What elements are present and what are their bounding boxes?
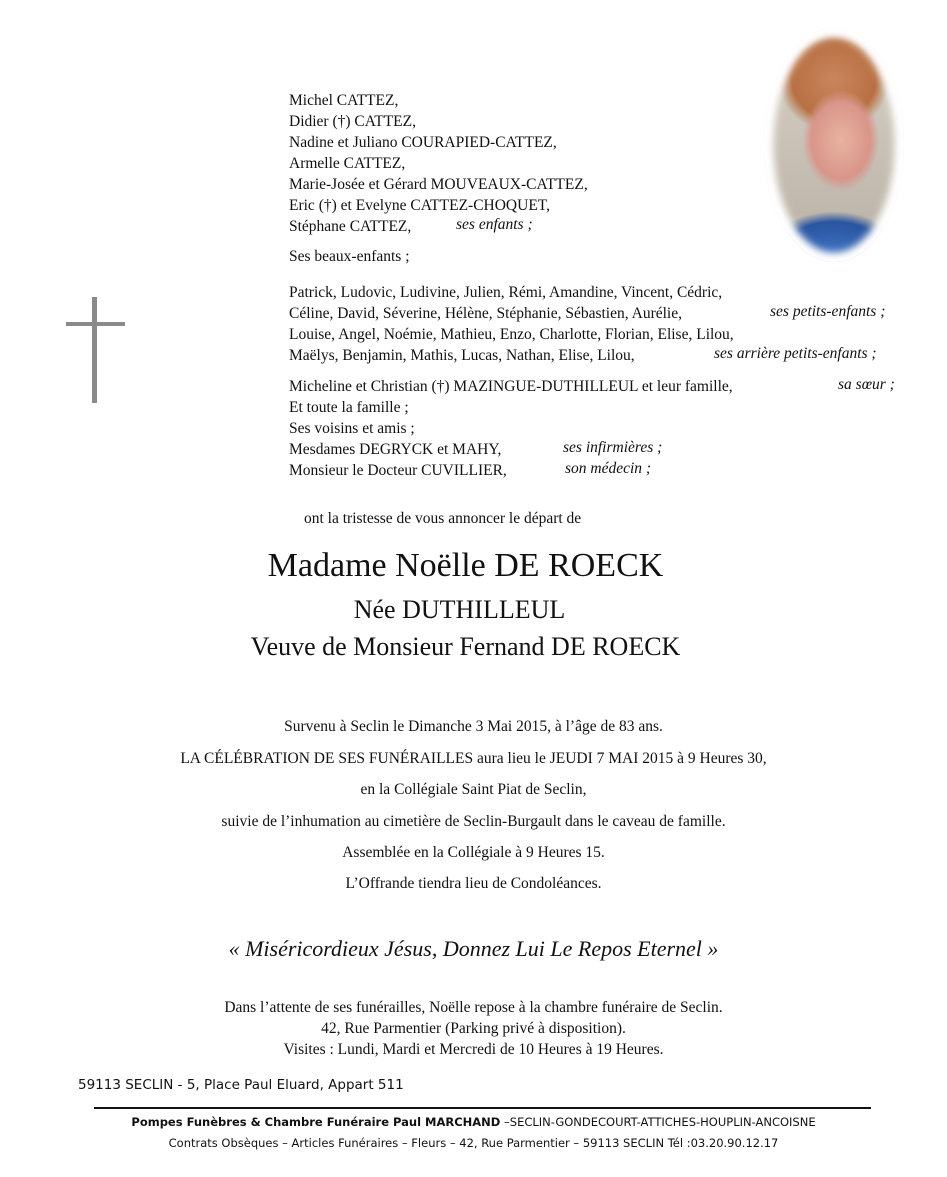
visit-line-3: Visites : Lundi, Mardi et Mercredi de 10 Heures à 19 Heures. bbox=[283, 1041, 664, 1058]
doctor-line: Monsieur le Docteur CUVILLIER, bbox=[289, 462, 507, 479]
child-line: Eric (†) et Evelyne CATTEZ-CHOQUET, bbox=[289, 197, 550, 214]
in-laws-line: Ses beaux-enfants ; bbox=[289, 248, 410, 265]
deceased-maiden-name: Née DUTHILLEUL bbox=[353, 595, 566, 624]
child-line: Stéphane CATTEZ, bbox=[289, 218, 412, 235]
children-list bbox=[289, 90, 588, 237]
grandchildren-line-1: Patrick, Ludovic, Ludivine, Julien, Rémi, Amandine, Vincent, Cédric, bbox=[289, 284, 723, 301]
child-line: Didier (†) CATTEZ, bbox=[289, 113, 416, 130]
announcement-text: ont la tristesse de vous annoncer le départ de bbox=[304, 510, 582, 527]
visit-line-1: Dans l’attente de ses funérailles, Noëlle repose à la chambre funéraire de Seclin. bbox=[224, 999, 723, 1016]
detail-offering: L’Offrande tiendra lieu de Condoléances. bbox=[345, 875, 602, 892]
funeral-home-line bbox=[0, 1115, 947, 1129]
doctor-role: son médecin ; bbox=[565, 460, 652, 477]
visit-line-2: 42, Rue Parmentier (Parking privé à disposition). bbox=[321, 1020, 626, 1037]
detail-assembly: Assemblée en la Collégiale à 9 Heures 15. bbox=[342, 844, 605, 861]
nurses-role: ses infirmières ; bbox=[563, 439, 663, 456]
family-all-line: Et toute la famille ; bbox=[289, 399, 409, 416]
deceased-name: Madame Noëlle DE ROECK bbox=[267, 547, 664, 584]
portrait-photo bbox=[764, 28, 904, 262]
sister-line: Micheline et Christian (†) MAZINGUE-DUTHILLEUL et leur famille, bbox=[289, 378, 733, 395]
grandchildren-role: ses petits-enfants ; bbox=[770, 303, 886, 320]
child-line: Michel CATTEZ, bbox=[289, 92, 399, 109]
detail-church: en la Collégiale Saint Piat de Seclin, bbox=[360, 781, 587, 798]
deceased-widow-of: Veuve de Monsieur Fernand DE ROECK bbox=[250, 632, 681, 661]
great-grandchildren-line-1: Louise, Angel, Noémie, Mathieu, Enzo, Charlotte, Florian, Elise, Lilou, bbox=[289, 326, 734, 343]
detail-death: Survenu à Seclin le Dimanche 3 Mai 2015, à l’âge de 83 ans. bbox=[284, 718, 663, 735]
great-grandchildren-line-2: Maëlys, Benjamin, Mathis, Lucas, Nathan, Elise, Lilou, bbox=[289, 347, 635, 364]
children-role: ses enfants ; bbox=[456, 216, 533, 233]
child-line: Armelle CATTEZ, bbox=[289, 155, 406, 172]
nurses-line: Mesdames DEGRYCK et MAHY, bbox=[289, 441, 502, 458]
neighbors-line: Ses voisins et amis ; bbox=[289, 420, 415, 437]
great-grandchildren-role: ses arrière petits-enfants ; bbox=[714, 345, 877, 362]
sister-role: sa sœur ; bbox=[838, 376, 895, 393]
footer-divider bbox=[94, 1107, 871, 1109]
grandchildren-line-2: Céline, David, Séverine, Hélène, Stéphanie, Sébastien, Aurélie, bbox=[289, 305, 682, 322]
family-address: 59113 SECLIN - 5, Place Paul Eluard, Appart 511 bbox=[78, 1077, 404, 1093]
funeral-home-locations: –SECLIN-GONDECOURT-ATTICHES-HOUPLIN-ANCOISNE bbox=[500, 1115, 816, 1129]
child-line: Nadine et Juliano COURAPIED-CATTEZ, bbox=[289, 134, 557, 151]
detail-burial: suivie de l’inhumation au cimetière de Seclin-Burgault dans le caveau de famille. bbox=[221, 813, 726, 830]
funeral-home-name: Pompes Funèbres & Chambre Funéraire Paul MARCHAND bbox=[131, 1115, 501, 1129]
funeral-home-services: Contrats Obsèques – Articles Funéraires – Fleurs – 42, Rue Parmentier – 59113 SECLIN Tél :03.20.90.12.17 bbox=[168, 1136, 779, 1150]
child-line: Marie-Josée et Gérard MOUVEAUX-CATTEZ, bbox=[289, 176, 588, 193]
detail-funeral: LA CÉLÉBRATION DE SES FUNÉRAILLES aura lieu le JEUDI 7 MAI 2015 à 9 Heures 30, bbox=[180, 750, 767, 767]
prayer-quote: « Miséricordieux Jésus, Donnez Lui Le Repos Eternel » bbox=[228, 936, 719, 961]
